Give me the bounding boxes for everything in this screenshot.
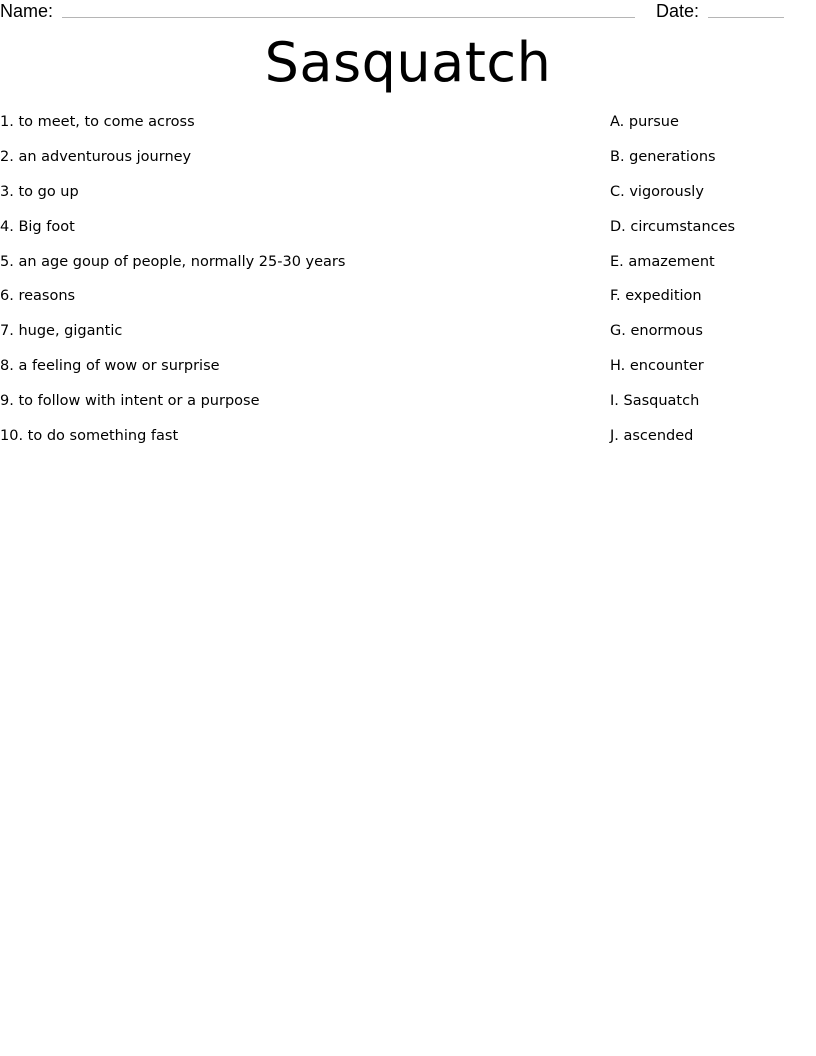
word-item: C. vigorously	[610, 183, 704, 200]
clue-item: 2. an adventurous journey	[0, 148, 192, 165]
clue-item: 4. Big foot	[0, 218, 75, 235]
clue-item: 8. a feeling of wow or surprise	[0, 358, 220, 375]
clue-item: 1. to meet, to come across	[0, 114, 195, 130]
word-item: F. expedition	[610, 288, 702, 305]
clue-item: 7. huge, gigantic	[0, 323, 123, 340]
date-line[interactable]	[708, 17, 784, 18]
word-item: D. circumstances	[610, 218, 736, 235]
clue-item: 3. to go up	[0, 183, 79, 200]
name-label: Name:	[0, 1, 54, 21]
worksheet-header	[0, 0, 816, 24]
clue-item: 5. an age goup of people, normally 25-30 years	[0, 253, 346, 270]
clue-list	[0, 112, 560, 461]
worksheet-title: Sasquatch	[264, 31, 552, 94]
clue-item: 9. to follow with intent or a purpose	[0, 393, 260, 410]
word-item: A. pursue	[610, 114, 679, 130]
word-item: I. Sasquatch	[610, 393, 700, 410]
word-item: H. encounter	[610, 358, 704, 375]
word-item: J. ascended	[610, 428, 694, 445]
word-item: B. generations	[610, 148, 716, 165]
word-item: G. enormous	[610, 323, 703, 340]
word-bank	[610, 112, 810, 461]
word-item: E. amazement	[610, 253, 715, 270]
name-line[interactable]	[62, 17, 635, 18]
date-label: Date:	[656, 1, 700, 21]
clue-item: 10. to do something fast	[0, 428, 179, 445]
clue-item: 6. reasons	[0, 288, 76, 305]
